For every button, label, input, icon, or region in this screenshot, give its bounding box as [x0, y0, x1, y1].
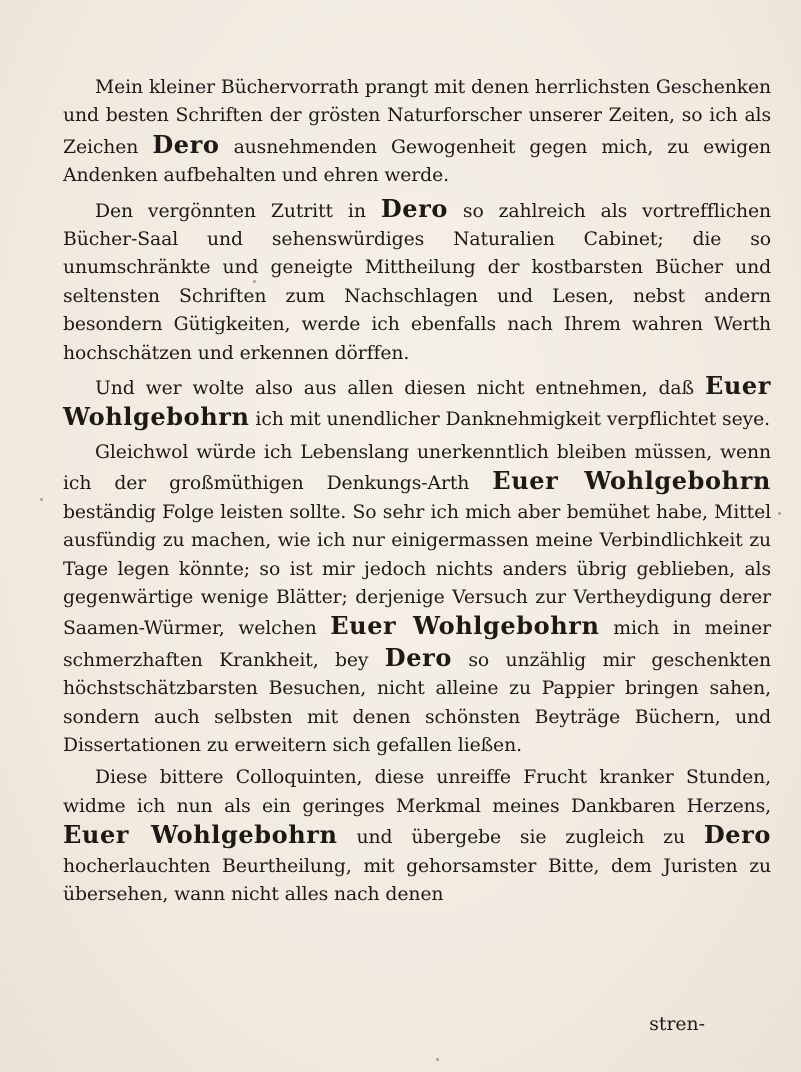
- paper-speck: [253, 280, 256, 283]
- text-run: Mein kleiner Büchervorrath prangt mit denen herrlichsten Geschenken und besten Schriften der grösten Naturforscher unserer Zeiten, so ich als Zeichen: [63, 77, 771, 158]
- paragraph-p4: [63, 439, 771, 760]
- emphasized-name: Dero: [384, 642, 452, 672]
- text-run: ich mit unendlicher Danknehmigkeit verpflichtet seye.: [249, 409, 771, 431]
- paper-speck: [40, 498, 43, 501]
- paragraph-p3: [63, 372, 771, 435]
- paragraph-p2: [63, 195, 771, 368]
- paper-speck: [778, 512, 781, 515]
- emphasized-name: Euer Wohlgebohrn: [492, 466, 771, 496]
- paragraph-p1: [63, 74, 771, 191]
- text-run: Diese bittere Colloquinten, diese unreiffe Frucht kranker Stunden, widme ich nun als ein geringes Merkmal meines Dankbaren Herzens,: [63, 767, 771, 817]
- text-run: ausnehmenden Gewogenheit gegen mich, zu ewigen Andenken aufbehalten und ehren werde.: [63, 136, 771, 187]
- text-run: und übergebe sie zugleich zu: [337, 827, 704, 849]
- emphasized-name: Dero: [703, 820, 771, 850]
- emphasized-name: Dero: [380, 193, 448, 223]
- text-run: mich in meiner schmerzhaften Krankheit, bey: [63, 618, 771, 671]
- emphasized-name: Euer Wohlgebohrn: [63, 820, 338, 850]
- text-run: so zahlreich als vortrefflichen Bücher-Saal und sehenswürdiges Naturalien Cabinet; die so unumschränkte und geneigte Mittheilung der kostbarsten Bücher und seltensten Schriften zum Nachschlagen und Lesen, nebst andern besondern Gütigkeiten, werde ich ebenfalls nach Ihrem wahren Werth hochschätzen und erkennen dörffen.: [63, 200, 771, 364]
- text-run: beständig Folge leisten sollte. So sehr ich mich aber bemühet habe, Mittel ausfündig zu machen, wie ich nur einigermassen meine Verbindlichkeit zu Tage legen könnte; so ist mir jedoch nichts anders übrig geblieben, als gegenwärtige wenige Blätter; derjenige Versuch zur Vertheydigung derer Saamen-Würmer, welchen: [63, 501, 771, 640]
- emphasized-name: Euer Wohlgebohrn: [330, 611, 600, 641]
- paragraph-p5: [63, 764, 771, 909]
- body-text: [63, 74, 771, 909]
- text-run: Den vergönnten Zutritt in: [95, 200, 381, 222]
- emphasized-name: Dero: [152, 129, 220, 159]
- text-run: so unzählig mir geschenkten höchstschätzbarsten Besuchen, nicht alleine zu Pappier bringen sahen, sondern auch selbsten mit denen schönsten Beyträge Büchern, und Dissertationen zu erweitern sich gefallen ließen.: [63, 649, 771, 756]
- text-run: hocherlauchten Beurtheilung, mit gehorsamster Bitte, dem Juristen zu übersehen, wann nicht alles nach denen: [63, 855, 771, 905]
- text-run: Gleichwol würde ich Lebenslang unerkenntlich bleiben müssen, wenn ich der großmüthigen Denkungs-Arth: [63, 441, 771, 495]
- paper-speck: [436, 1058, 439, 1061]
- text-run: Und wer wolte also aus allen diesen nicht entnehmen, daß: [95, 378, 705, 400]
- catchword: stren-: [649, 1014, 705, 1035]
- emphasized-name: Euer Wohlgebohrn: [63, 371, 771, 432]
